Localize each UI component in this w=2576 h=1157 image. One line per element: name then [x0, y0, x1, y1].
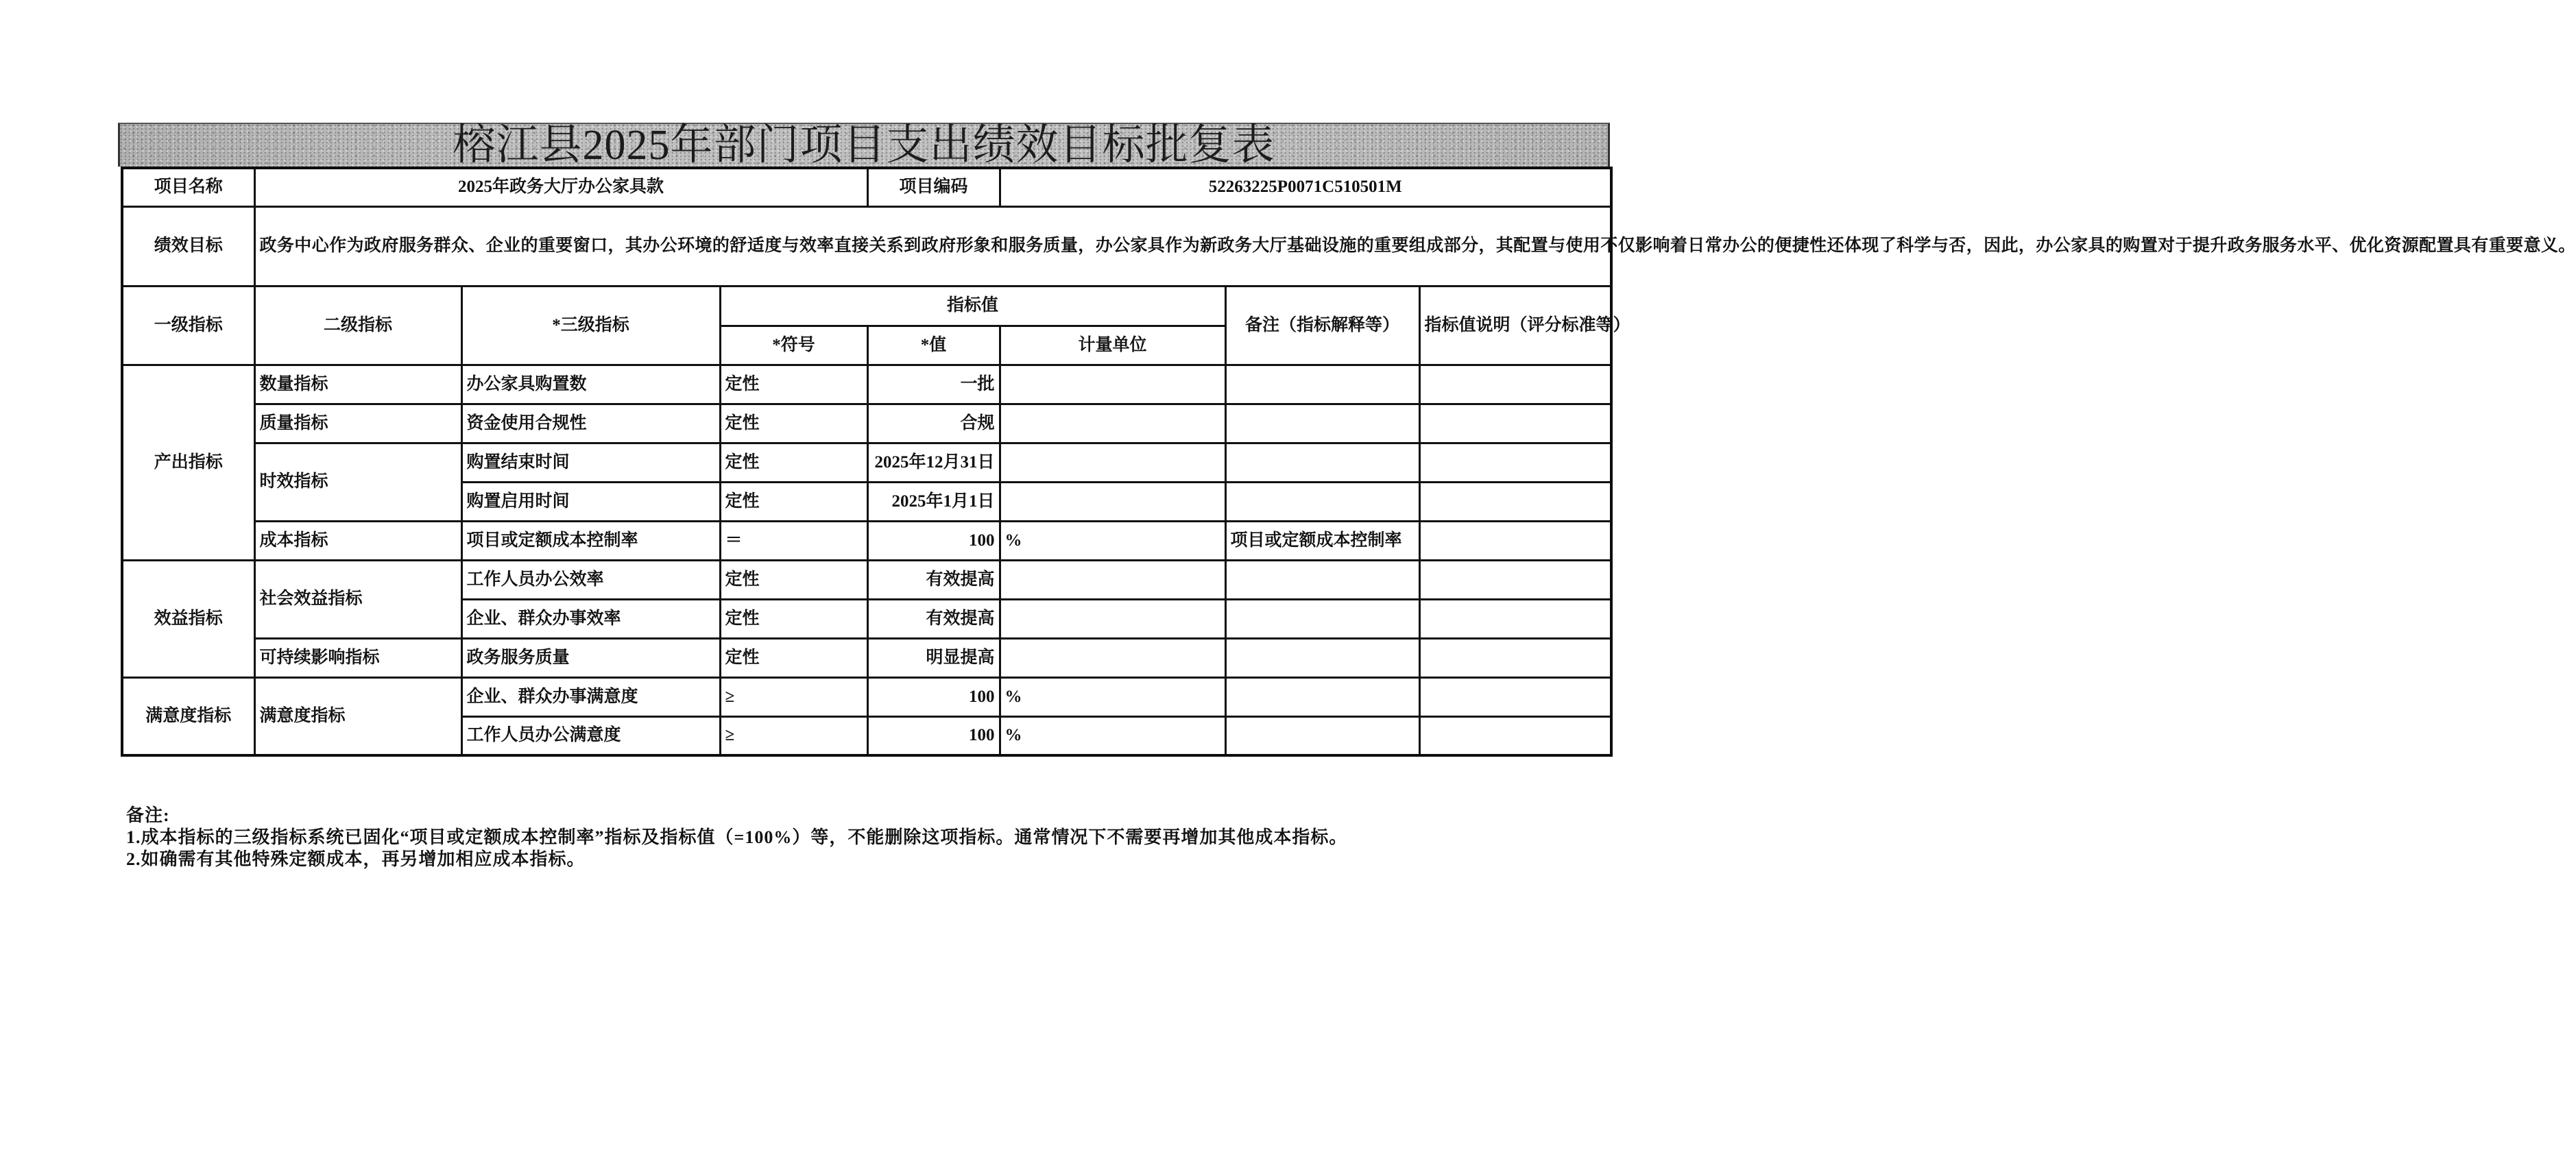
remark-cell: 项目或定额成本控制率	[1225, 521, 1419, 560]
remark-cell	[1225, 716, 1419, 755]
remark-cell	[1225, 482, 1419, 521]
level2-cell: 满意度指标	[254, 677, 461, 755]
document-title: 榕江县2025年部门项目支出绩效目标批复表	[453, 122, 1275, 169]
unit-cell	[1000, 560, 1225, 599]
remark-cell	[1225, 677, 1419, 716]
header-level1: 一级指标	[122, 286, 254, 365]
header-symbol: *符号	[720, 326, 867, 365]
unit-cell	[1000, 365, 1225, 404]
explanation-cell	[1419, 716, 1611, 755]
indicator-row	[122, 521, 1611, 560]
symbol-cell: 定性	[720, 599, 867, 638]
symbol-cell: 定性	[720, 638, 867, 677]
note-line: 2.如确需有其他特殊定额成本，再另增加相应成本指标。	[126, 849, 586, 869]
remark-cell	[1225, 560, 1419, 599]
unit-cell	[1000, 443, 1225, 482]
project-name-value: 2025年政务大厅办公家具款	[254, 168, 867, 206]
project-code-value: 52263225P0071C510501M	[1000, 168, 1611, 206]
value-cell: 100	[867, 677, 1000, 716]
indicator-name-cell: 项目或定额成本控制率	[461, 521, 720, 560]
header-value: *值	[867, 326, 1000, 365]
symbol-cell: ＝	[720, 521, 867, 560]
indicator-name-cell: 政务服务质量	[461, 638, 720, 677]
header-remark: 备注（指标解释等）	[1225, 286, 1419, 365]
symbol-cell: 定性	[720, 560, 867, 599]
project-name-label: 项目名称	[122, 168, 254, 206]
project-info-row	[122, 168, 1611, 206]
value-cell: 100	[867, 521, 1000, 560]
symbol-cell: 定性	[720, 443, 867, 482]
performance-goal-row	[122, 206, 1611, 286]
indicator-row	[122, 404, 1611, 443]
goal-text: 政务中心作为政府服务群众、企业的重要窗口，其办公环境的舒适度与效率直接关系到政府形象和服务质量，办公家具作为新政务大厅基础设施的重要组成部分，其配置与使用不仅影响着日常办公的便捷性还体现了科学与否，因此，办公家具的购置对于提升政务服务水平、优化资源配置具有重要意义。	[254, 206, 1611, 286]
project-code-label: 项目编码	[867, 168, 1000, 206]
remark-cell	[1225, 599, 1419, 638]
indicator-row	[122, 560, 1611, 599]
symbol-cell: 定性	[720, 404, 867, 443]
explanation-cell	[1419, 443, 1611, 482]
notes-section	[126, 805, 1347, 870]
unit-cell: %	[1000, 521, 1225, 560]
value-cell: 明显提高	[867, 638, 1000, 677]
level2-cell: 时效指标	[254, 443, 461, 521]
indicator-row	[122, 443, 1611, 482]
explanation-cell	[1419, 482, 1611, 521]
indicator-row	[122, 677, 1611, 716]
remark-cell	[1225, 443, 1419, 482]
value-cell: 100	[867, 716, 1000, 755]
explanation-cell	[1419, 365, 1611, 404]
unit-cell: %	[1000, 677, 1225, 716]
remark-cell	[1225, 365, 1419, 404]
explanation-cell	[1419, 404, 1611, 443]
level1-cell: 效益指标	[122, 560, 254, 677]
explanation-cell	[1419, 560, 1611, 599]
unit-cell: %	[1000, 716, 1225, 755]
symbol-cell: 定性	[720, 482, 867, 521]
value-cell: 一批	[867, 365, 1000, 404]
header-level3: *三级指标	[461, 286, 720, 365]
value-cell: 有效提高	[867, 599, 1000, 638]
header-unit: 计量单位	[1000, 326, 1225, 365]
level1-cell: 产出指标	[122, 365, 254, 560]
explanation-cell	[1419, 599, 1611, 638]
level2-cell: 成本指标	[254, 521, 461, 560]
explanation-cell	[1419, 521, 1611, 560]
note-line: 1.成本指标的三级指标系统已固化“项目或定额成本控制率”指标及指标值（=100%）等，不能删除这项指标。通常情况下不需要再增加其他成本指标。	[126, 827, 1348, 847]
indicator-name-cell: 购置启用时间	[461, 482, 720, 521]
symbol-cell: 定性	[720, 365, 867, 404]
level2-cell: 社会效益指标	[254, 560, 461, 638]
value-cell: 2025年1月1日	[867, 482, 1000, 521]
goal-label: 绩效目标	[122, 206, 254, 286]
header-value-group: 指标值	[720, 286, 1225, 326]
notes-title: 备注:	[126, 805, 170, 825]
remark-cell	[1225, 404, 1419, 443]
unit-cell	[1000, 404, 1225, 443]
explanation-cell	[1419, 677, 1611, 716]
indicator-row	[122, 365, 1611, 404]
symbol-cell: ≥	[720, 677, 867, 716]
level1-cell: 满意度指标	[122, 677, 254, 755]
indicator-name-cell: 企业、群众办事效率	[461, 599, 720, 638]
unit-cell	[1000, 599, 1225, 638]
header-level2: 二级指标	[254, 286, 461, 365]
indicator-name-cell: 资金使用合规性	[461, 404, 720, 443]
value-cell: 合规	[867, 404, 1000, 443]
remark-cell	[1225, 638, 1419, 677]
header-explanation: 指标值说明（评分标准等）	[1419, 286, 1611, 365]
explanation-cell	[1419, 638, 1611, 677]
title-banner	[118, 123, 1610, 167]
symbol-cell: ≥	[720, 716, 867, 755]
performance-target-table	[121, 167, 2576, 757]
indicator-name-cell: 工作人员办公满意度	[461, 716, 720, 755]
level2-cell: 质量指标	[254, 404, 461, 443]
indicator-row	[122, 638, 1611, 677]
unit-cell	[1000, 482, 1225, 521]
indicator-name-cell: 办公家具购置数	[461, 365, 720, 404]
value-cell: 有效提高	[867, 560, 1000, 599]
indicator-name-cell: 工作人员办公效率	[461, 560, 720, 599]
indicator-name-cell: 购置结束时间	[461, 443, 720, 482]
header-row	[122, 286, 1611, 326]
value-cell: 2025年12月31日	[867, 443, 1000, 482]
level2-cell: 可持续影响指标	[254, 638, 461, 677]
level2-cell: 数量指标	[254, 365, 461, 404]
indicator-name-cell: 企业、群众办事满意度	[461, 677, 720, 716]
unit-cell	[1000, 638, 1225, 677]
